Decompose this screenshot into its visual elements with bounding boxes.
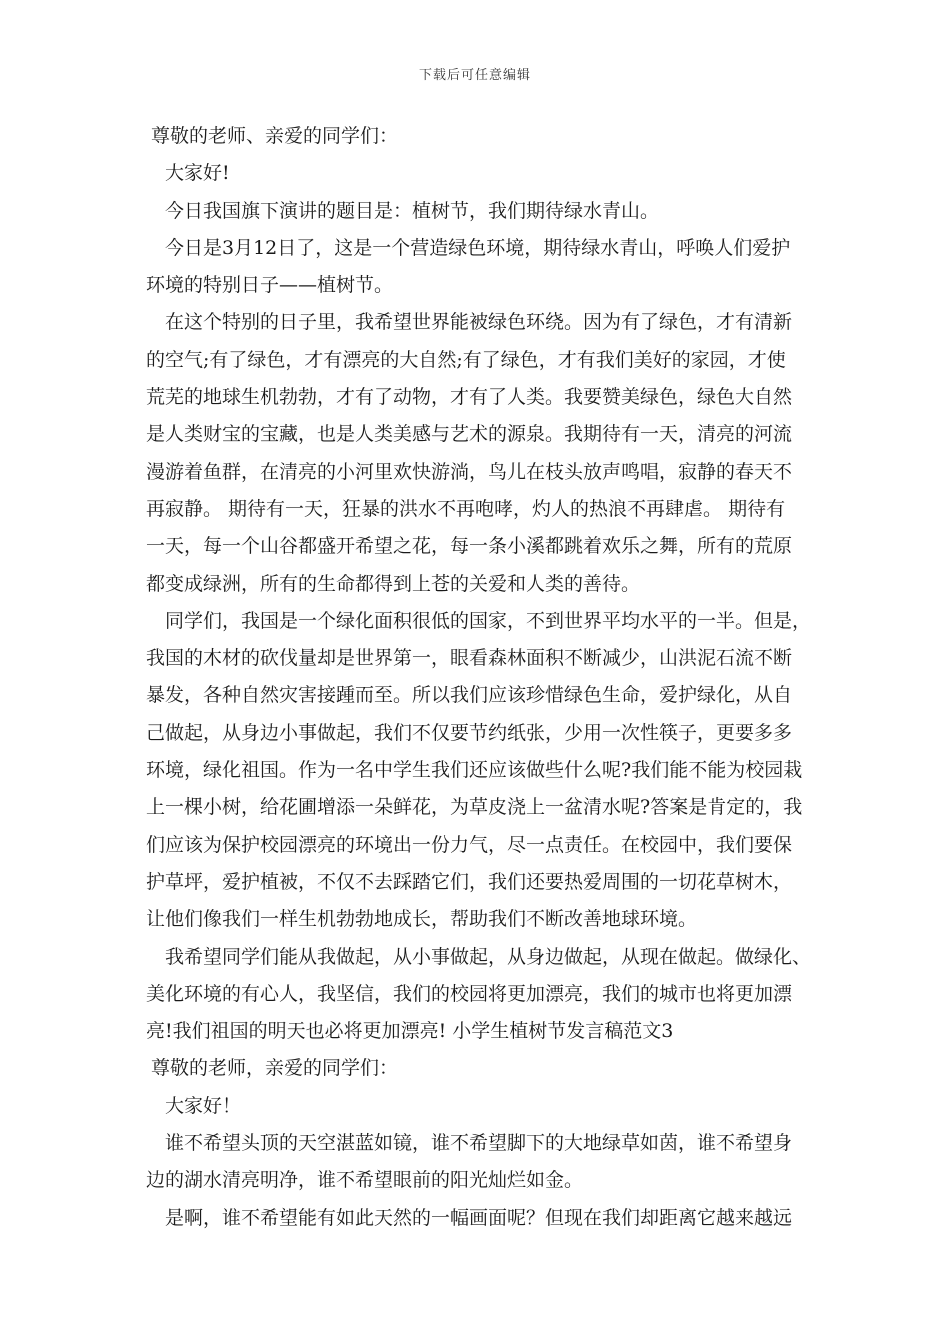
- text-line: 环境，绿化祖国。作为一名中学生我们还应该做些什么呢?我们能不能为校园栽: [146, 759, 803, 782]
- text-line: 是人类财宝的宝藏，也是人类美感与艺术的源泉。我期待有一天，清亮的河流: [146, 423, 793, 446]
- page-header: 下载后可任意编辑: [418, 68, 531, 83]
- text-line: 一天，每一个山谷都盛开希望之花，每一条小溪都跳着欢乐之舞，所有的荒原: [146, 535, 793, 558]
- text-line: 今日是3月12日了，这是一个营造绿色环境，期待绿水青山，呼唤人们爱护: [165, 236, 791, 259]
- text-line: 护草坪，爱护植被，不仅不去踩踏它们，我们还要热爱周围的一切花草树木，: [146, 870, 793, 893]
- text-line: 上一棵小树，给花圃增添一朵鲜花，为草皮浇上一盆清水呢?答案是肯定的，我: [146, 796, 803, 819]
- text-line: 己做起，从身边小事做起，我们不仅要节约纸张，少用一次性筷子，更要多多: [146, 721, 793, 744]
- text-line: 同学们，我国是一个绿化面积很低的国家，不到世界平均水平的一半。但是，: [165, 609, 812, 632]
- text-line: 亮!我们祖国的明天也必将更加漂亮! 小学生植树节发言稿范文3: [146, 1020, 674, 1043]
- text-line: 再寂静。 期待有一天，狂暴的洪水不再咆哮，灼人的热浪不再肆虐。 期待有: [146, 497, 786, 520]
- text-line: 荒芜的地球生机勃勃，才有了动物，才有了人类。我要赞美绿色，绿色大自然: [146, 386, 793, 409]
- text-line: 的空气;有了绿色，才有漂亮的大自然;有了绿色，才有我们美好的家园，才使: [146, 348, 786, 371]
- text-line: 尊敬的老师、亲爱的同学们：: [151, 125, 399, 147]
- text-line: 我国的木材的砍伐量却是世界第一，眼看森林面积不断减少，山洪泥石流不断: [146, 647, 793, 670]
- text-line: 美化环境的有心人，我坚信，我们的校园将更加漂亮，我们的城市也将更加漂: [146, 982, 793, 1005]
- text-line: 我希望同学们能从我做起，从小事做起，从身边做起，从现在做起。做绿化、: [165, 945, 812, 968]
- document-body: [146, 118, 816, 1237]
- text-line: 暴发，各种自然灾害接踵而至。所以我们应该珍惜绿色生命，爱护绿化，从自: [146, 684, 793, 707]
- text-line: 让他们像我们一样生机勃勃地成长，帮助我们不断改善地球环境。: [146, 908, 698, 931]
- text-line: 们应该为保护校园漂亮的环境出一份力气，尽一点责任。在校园中，我们要保: [146, 833, 793, 856]
- text-line: 大家好!: [165, 162, 230, 185]
- text-line: 今日我国旗下演讲的题目是：植树节，我们期待绿水青山。: [165, 199, 660, 222]
- text-line: 尊敬的老师，亲爱的同学们：: [151, 1057, 399, 1080]
- text-line: 是啊，谁不希望能有如此天然的一幅画面呢？但现在我们却距离它越来越远: [165, 1206, 793, 1229]
- text-line: 谁不希望头顶的天空湛蓝如镜，谁不希望脚下的大地绿草如茵，谁不希望身: [165, 1132, 793, 1155]
- text-line: 都变成绿洲，所有的生命都得到上苍的关爱和人类的善待。: [146, 572, 641, 595]
- text-line: 环境的特别日子——植树节。: [146, 274, 394, 297]
- text-line: 边的湖水清亮明净，谁不希望眼前的阳光灿烂如金。: [146, 1169, 584, 1192]
- text-line: 大家好！: [165, 1094, 242, 1117]
- text-line: 漫游着鱼群，在清亮的小河里欢快游淌，鸟儿在枝头放声鸣唱，寂静的春天不: [146, 460, 793, 483]
- text-line: 在这个特别的日子里，我希望世界能被绿色环绕。因为有了绿色，才有清新: [165, 311, 793, 334]
